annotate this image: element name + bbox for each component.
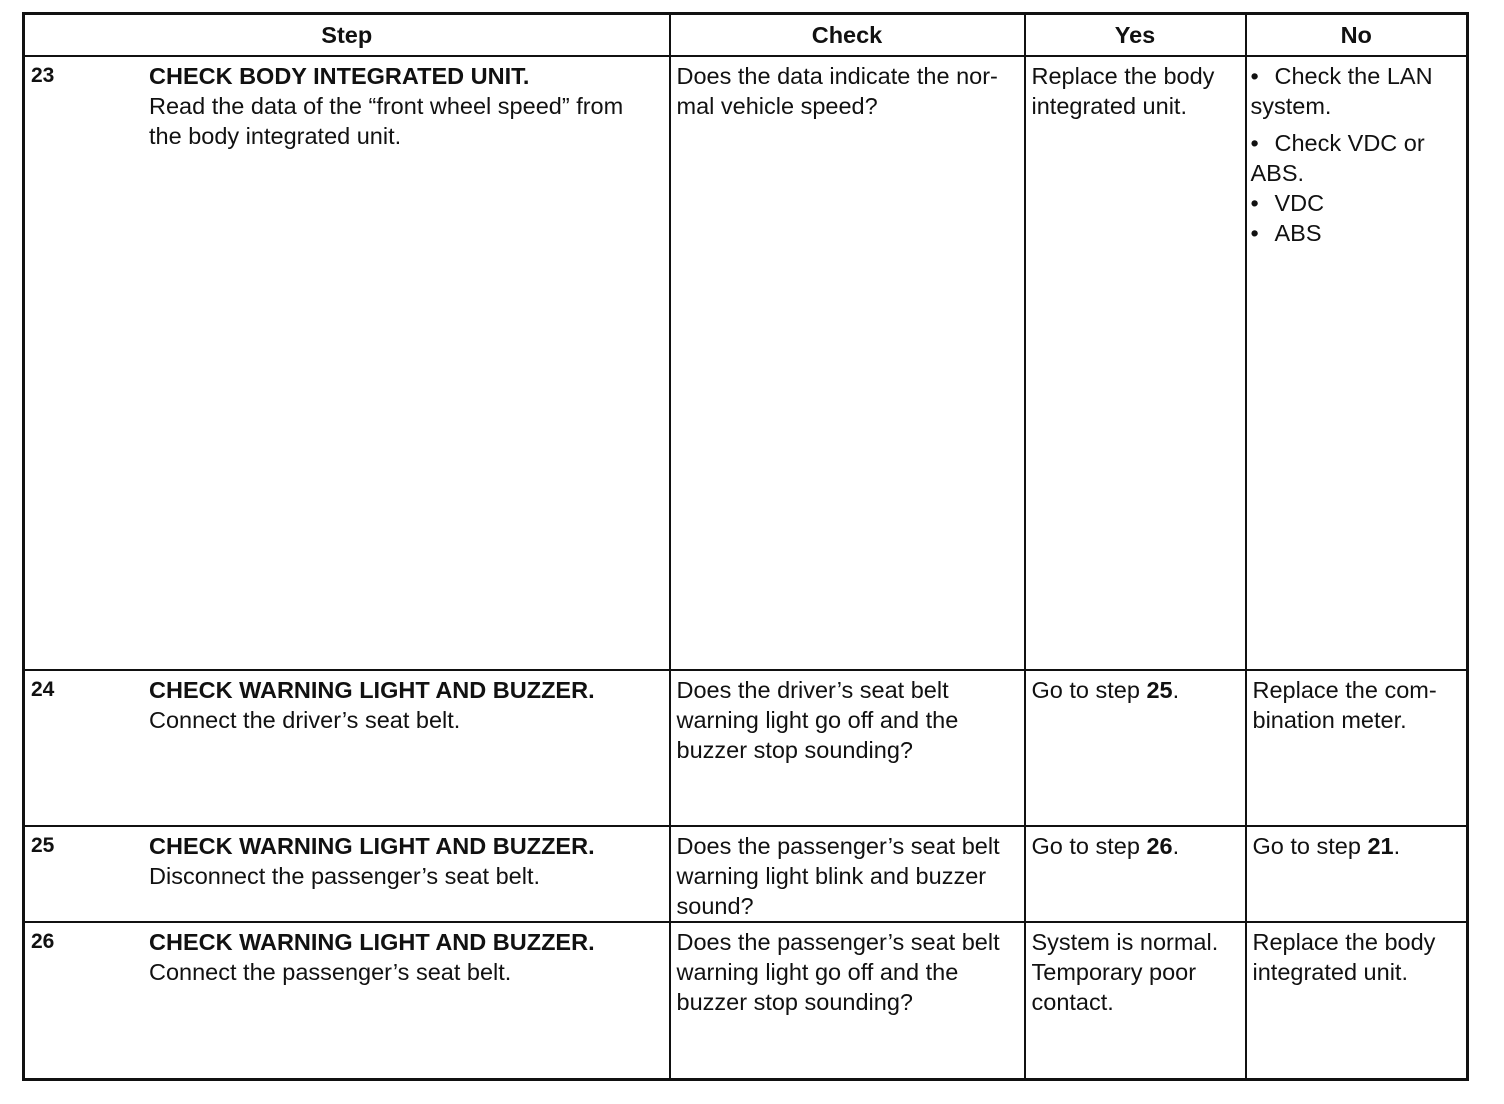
header-step: Step (24, 14, 670, 57)
bullet-icon: • (1250, 130, 1259, 156)
yes-cell (1025, 56, 1246, 670)
no-item-text: VDC (1274, 190, 1325, 216)
list-item (1251, 128, 1461, 188)
step-number: 25 (31, 834, 55, 857)
yes-prefix: Go to step (1031, 677, 1147, 703)
bullet-icon: • (1250, 63, 1259, 89)
header-row (24, 14, 1468, 57)
list-item (1251, 61, 1461, 121)
table-row (24, 56, 1468, 670)
step-number: 23 (31, 64, 55, 87)
no-cell (1246, 670, 1468, 826)
bullet-icon: • (1250, 220, 1259, 246)
step-cell (24, 56, 670, 670)
step-description: Read the data of the “front wheel speed” from the body integrated unit. (149, 93, 624, 149)
step-cell (24, 670, 670, 826)
no-suffix: . (1393, 833, 1401, 859)
step-title: CHECK WARNING LIGHT AND BUZZER. (149, 833, 595, 859)
check-text: Does the passenger’s seat belt warning light blink and buzzer sound? (676, 833, 1000, 919)
check-text: Does the passenger’s seat belt warning light go off and the buzzer stop sounding? (676, 929, 1000, 1015)
list-item (1251, 188, 1461, 218)
yes-cell (1025, 670, 1246, 826)
no-bullet-list (1247, 57, 1467, 248)
yes-step-ref: 25 (1146, 677, 1173, 703)
no-cell (1246, 826, 1468, 922)
no-item-text: ABS (1274, 220, 1322, 246)
no-step-ref: 21 (1367, 833, 1394, 859)
step-number: 26 (31, 930, 55, 953)
check-text: Does the data indicate the nor-mal vehicle speed? (676, 63, 998, 119)
no-cell (1246, 922, 1468, 1080)
header-no: No (1246, 14, 1468, 57)
no-text: Replace the body integrated unit. (1252, 929, 1436, 985)
yes-text: System is normal. Temporary poor contact. (1031, 929, 1219, 1015)
no-cell (1246, 56, 1468, 670)
no-item-text: Check the LAN system. (1250, 63, 1433, 119)
yes-cell (1025, 826, 1246, 922)
check-cell (670, 56, 1025, 670)
yes-prefix: Go to step (1031, 833, 1147, 859)
step-number: 24 (31, 678, 55, 701)
check-cell (670, 670, 1025, 826)
no-text: Replace the com-bination meter. (1252, 677, 1437, 733)
step-description: Connect the driver’s seat belt. (149, 707, 461, 733)
no-text (1247, 827, 1467, 861)
step-description: Disconnect the passenger’s seat belt. (149, 863, 541, 889)
step-title: CHECK WARNING LIGHT AND BUZZER. (149, 677, 595, 703)
table-row (24, 922, 1468, 1080)
bullet-icon: • (1250, 190, 1259, 216)
yes-suffix: . (1172, 677, 1180, 703)
check-text: Does the driver’s seat belt warning light go off and the buzzer stop sounding? (676, 677, 959, 763)
check-cell (670, 922, 1025, 1080)
yes-cell (1025, 922, 1246, 1080)
diagnosis-table (22, 12, 1469, 1081)
step-cell (24, 826, 670, 922)
list-item (1251, 218, 1461, 248)
header-yes: Yes (1025, 14, 1246, 57)
header-check: Check (670, 14, 1025, 57)
step-cell (24, 922, 670, 1080)
yes-step-ref: 26 (1146, 833, 1173, 859)
step-title: CHECK BODY INTEGRATED UNIT. (149, 63, 530, 89)
no-prefix: Go to step (1252, 833, 1368, 859)
yes-text (1026, 827, 1245, 861)
step-title: CHECK WARNING LIGHT AND BUZZER. (149, 929, 595, 955)
step-description: Connect the passenger’s seat belt. (149, 959, 512, 985)
yes-text (1026, 671, 1245, 705)
check-cell (670, 826, 1025, 922)
no-item-text: Check VDC or ABS. (1250, 130, 1425, 186)
yes-text: Replace the body integrated unit. (1031, 63, 1215, 119)
table-row (24, 826, 1468, 922)
table-row (24, 670, 1468, 826)
yes-suffix: . (1172, 833, 1180, 859)
